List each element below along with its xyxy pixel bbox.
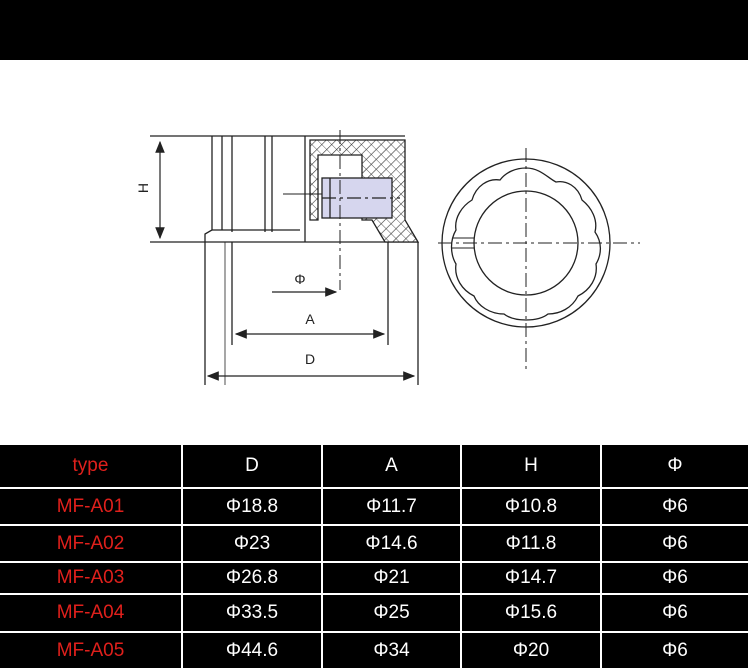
header-d: D (183, 445, 321, 487)
header-type: type (0, 445, 181, 487)
technical-drawing (0, 60, 748, 445)
cell-phi: Φ6 (602, 489, 748, 524)
cell-type: MF-A05 (0, 633, 181, 668)
cell-a: Φ25 (323, 595, 460, 631)
table-row (0, 595, 748, 631)
cell-phi: Φ6 (602, 526, 748, 561)
cell-d: Φ26.8 (183, 563, 321, 593)
table-row (0, 489, 748, 524)
cell-phi: Φ6 (602, 633, 748, 668)
dimension-label-a: A (305, 311, 315, 327)
table-row (0, 563, 748, 593)
cell-type: MF-A02 (0, 526, 181, 561)
cell-d: Φ18.8 (183, 489, 321, 524)
cell-phi: Φ6 (602, 563, 748, 593)
dimension-label-phi: Φ (294, 271, 306, 287)
table-row (0, 633, 748, 668)
cell-type: MF-A03 (0, 563, 181, 593)
knob-side-view (150, 130, 418, 385)
spec-table (0, 445, 748, 668)
cell-type: MF-A04 (0, 595, 181, 631)
cell-h: Φ14.7 (462, 563, 600, 593)
top-banner (0, 0, 748, 60)
dimension-label-h: H (135, 182, 151, 194)
knob-front-view (438, 148, 640, 370)
table-row (0, 526, 748, 561)
dimension-label-d: D (304, 351, 316, 367)
cell-h: Φ10.8 (462, 489, 600, 524)
header-phi: Φ (602, 445, 748, 487)
cell-type: MF-A01 (0, 489, 181, 524)
cell-a: Φ34 (323, 633, 460, 668)
table-header-row (0, 445, 748, 487)
header-a: A (323, 445, 460, 487)
cell-h: Φ15.6 (462, 595, 600, 631)
cell-h: Φ11.8 (462, 526, 600, 561)
cell-a: Φ14.6 (323, 526, 460, 561)
cell-a: Φ21 (323, 563, 460, 593)
cell-h: Φ20 (462, 633, 600, 668)
cell-a: Φ11.7 (323, 489, 460, 524)
cell-d: Φ33.5 (183, 595, 321, 631)
header-h: H (462, 445, 600, 487)
cell-d: Φ23 (183, 526, 321, 561)
cell-d: Φ44.6 (183, 633, 321, 668)
cell-phi: Φ6 (602, 595, 748, 631)
